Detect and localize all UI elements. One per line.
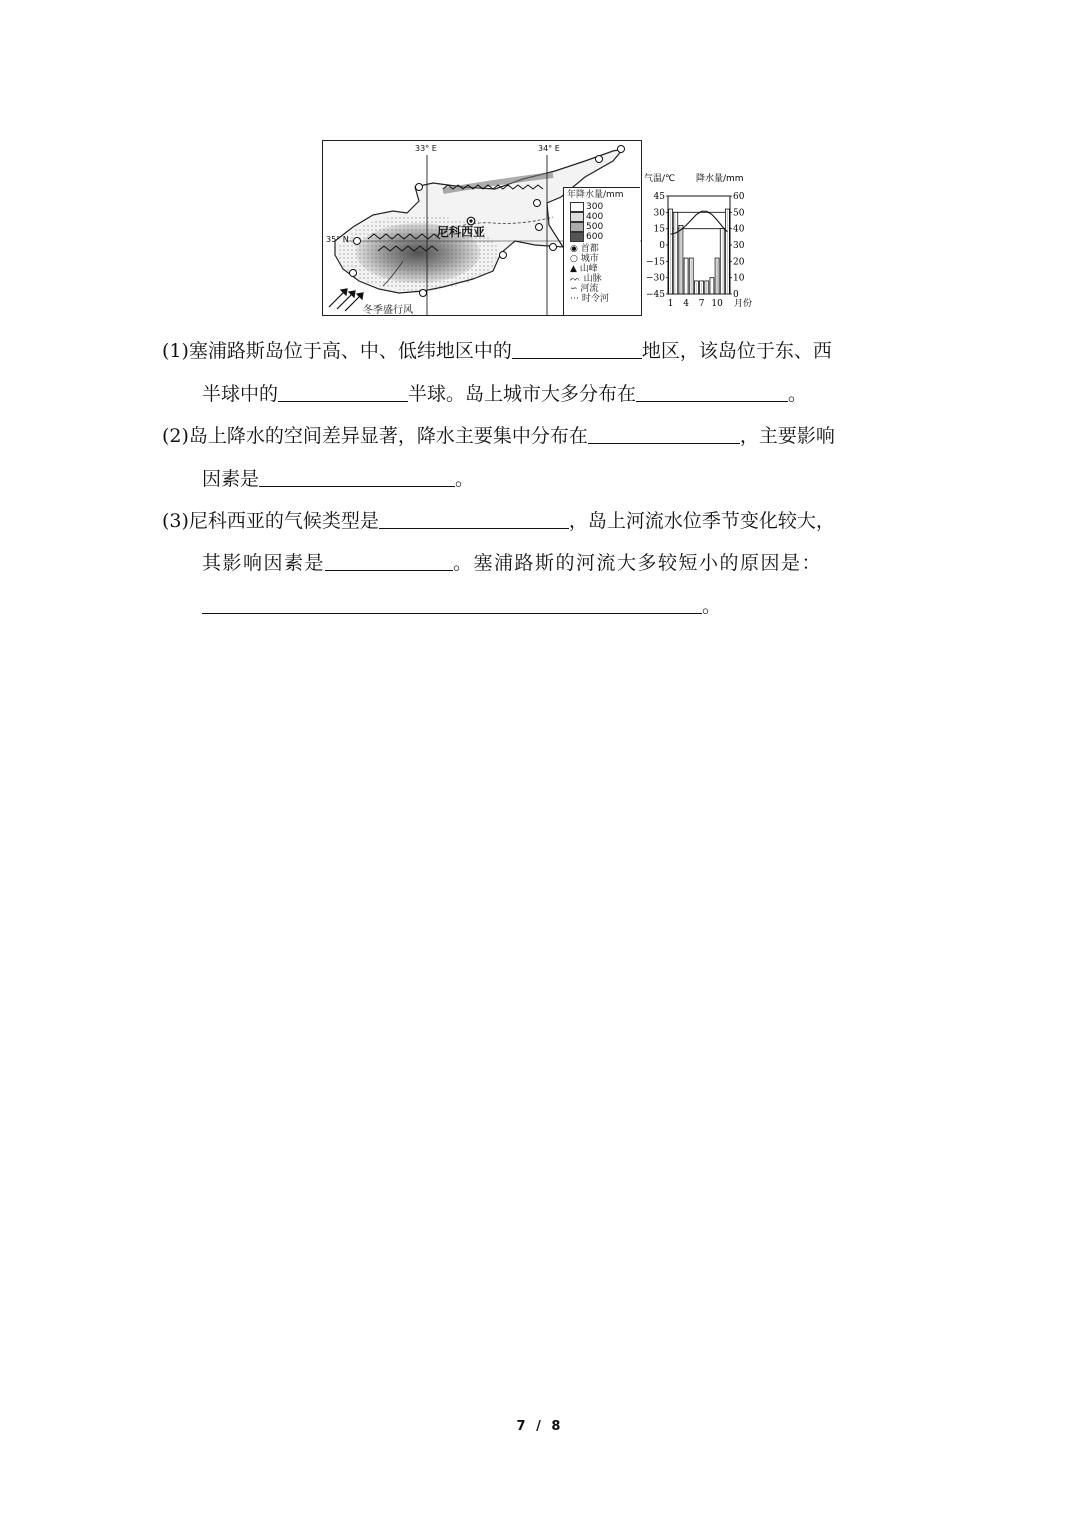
x-tick-label: 10 bbox=[711, 299, 723, 309]
winter-wind-arrows bbox=[329, 289, 363, 311]
x-tick-label: 7 bbox=[698, 299, 705, 309]
q3-text-e: 。 bbox=[702, 595, 722, 617]
legend-city-label: 城市 bbox=[580, 254, 599, 264]
q1-text-c: 半球中的 bbox=[202, 383, 279, 405]
mountain-range-icon: ᨓ bbox=[570, 274, 581, 284]
right-tick-label: 20 bbox=[733, 257, 745, 268]
precip-bar-fill bbox=[727, 211, 728, 294]
map-legend bbox=[563, 187, 640, 316]
right-tick-label: 50 bbox=[733, 208, 745, 219]
question-2-line-1 bbox=[162, 423, 835, 449]
lat-label: 35° N bbox=[326, 235, 349, 244]
legend-range-label: 山脉 bbox=[583, 274, 602, 284]
river-icon: ∽ bbox=[570, 284, 578, 294]
page-number: 7 / 8 bbox=[516, 1419, 564, 1434]
legend-peak-label: 山峰 bbox=[579, 264, 598, 274]
x-axis-title: 月份 bbox=[734, 299, 753, 309]
q3-text-c: 其影响因素是 bbox=[202, 552, 326, 574]
precip-bar-fill bbox=[722, 230, 723, 294]
left-tick-label: 45 bbox=[653, 192, 665, 202]
q2-blank-1[interactable] bbox=[588, 423, 740, 444]
left-tick-label: −15 bbox=[646, 257, 665, 268]
precip-bar-fill bbox=[680, 227, 681, 294]
legend-seasonal-river-label: 时令河 bbox=[581, 294, 609, 304]
precip-bar-fill bbox=[691, 260, 692, 294]
left-tick-label: 15 bbox=[653, 224, 665, 235]
q2-text-a: (2)岛上降水的空间差异显著，降水主要集中分布在 bbox=[162, 425, 588, 447]
q2-text-c: 因素是 bbox=[202, 468, 260, 490]
left-tick-label: 30 bbox=[653, 208, 665, 219]
precip-bar-fill bbox=[670, 211, 671, 294]
precip-bar-fill bbox=[706, 282, 707, 294]
right-tick-label: 40 bbox=[733, 224, 745, 235]
q3-text-d: 。塞浦路斯的河流大多较短小的原因是： bbox=[453, 552, 823, 574]
precip-level-400: 400 bbox=[586, 212, 604, 222]
q1-blank-2[interactable] bbox=[278, 381, 408, 402]
left-tick-label: −45 bbox=[646, 290, 665, 300]
precip-level-300: 300 bbox=[586, 202, 604, 212]
q1-blank-1[interactable] bbox=[512, 338, 642, 359]
right-tick-label: 30 bbox=[733, 241, 745, 251]
q3-blank-1[interactable] bbox=[379, 508, 569, 529]
question-3-line-2 bbox=[202, 550, 822, 576]
lon-label-33: 33° E bbox=[415, 144, 437, 153]
y-axis-right-title: 降水量/mm bbox=[696, 174, 744, 184]
q1-text-b: 地区，该岛位于东、西 bbox=[641, 340, 832, 362]
right-tick-label: 0 bbox=[733, 290, 739, 300]
peak-icon: ▲ bbox=[570, 264, 577, 274]
precip-level-600: 600 bbox=[586, 232, 604, 242]
precip-bar-fill bbox=[696, 282, 697, 294]
q3-text-b: ，岛上河流水位季节变化较大， bbox=[568, 510, 835, 532]
q3-blank-2[interactable] bbox=[325, 550, 453, 571]
q1-blank-3[interactable] bbox=[636, 381, 788, 402]
q1-text-d: 半球。岛上城市大多分布在 bbox=[408, 383, 637, 405]
q2-blank-2[interactable] bbox=[259, 466, 455, 487]
x-tick-label: 4 bbox=[683, 299, 689, 309]
y-axis-left-title: 气温/℃ bbox=[644, 174, 676, 184]
right-tick-label: 60 bbox=[733, 192, 745, 202]
figure bbox=[322, 140, 762, 318]
precip-bar-fill bbox=[701, 282, 702, 294]
question-3-line-3 bbox=[202, 593, 721, 619]
precip-bar-fill bbox=[675, 214, 676, 294]
q1-text-a: (1)塞浦路斯岛位于高、中、低纬地区中的 bbox=[162, 340, 512, 362]
q3-blank-3[interactable] bbox=[202, 593, 702, 614]
cyprus-map bbox=[322, 140, 642, 316]
q2-text-b: ，主要影响 bbox=[739, 425, 835, 447]
climate-chart bbox=[644, 172, 762, 318]
temperature-line bbox=[671, 211, 728, 234]
q1-text-e: 。 bbox=[788, 383, 808, 405]
precip-level-500: 500 bbox=[586, 222, 604, 232]
left-tick-label: −30 bbox=[646, 273, 665, 284]
legend-title: 年降水量/mm bbox=[567, 190, 624, 200]
x-tick-label: 1 bbox=[667, 299, 674, 309]
city-icon: ○ bbox=[570, 254, 578, 264]
lon-label-34: 34° E bbox=[538, 144, 560, 153]
right-tick-label: 10 bbox=[733, 273, 745, 284]
question-1-line-1 bbox=[162, 338, 832, 364]
question-3-line-1 bbox=[162, 508, 835, 534]
q2-text-d: 。 bbox=[455, 468, 475, 490]
legend-river-label: 河流 bbox=[580, 284, 599, 294]
climate-chart-svg bbox=[644, 172, 762, 318]
precip-bar-fill bbox=[711, 279, 712, 294]
capital-label: 尼科西亚 bbox=[437, 225, 486, 239]
wind-label: 冬季盛行风 bbox=[363, 305, 413, 316]
symbol-legend bbox=[564, 244, 640, 304]
q3-text-a: (3)尼科西亚的气候类型是 bbox=[162, 510, 379, 532]
capital-icon: ◉ bbox=[570, 244, 578, 254]
seasonal-river-icon: ⋯ bbox=[570, 294, 579, 304]
precip-bar-fill bbox=[686, 260, 687, 294]
left-tick-label: 0 bbox=[659, 241, 665, 251]
question-2-line-2 bbox=[202, 466, 474, 492]
precip-scale bbox=[564, 202, 640, 242]
precip-bar-fill bbox=[717, 260, 718, 294]
question-1-line-2 bbox=[202, 381, 807, 407]
legend-capital-label: 首都 bbox=[580, 244, 599, 254]
